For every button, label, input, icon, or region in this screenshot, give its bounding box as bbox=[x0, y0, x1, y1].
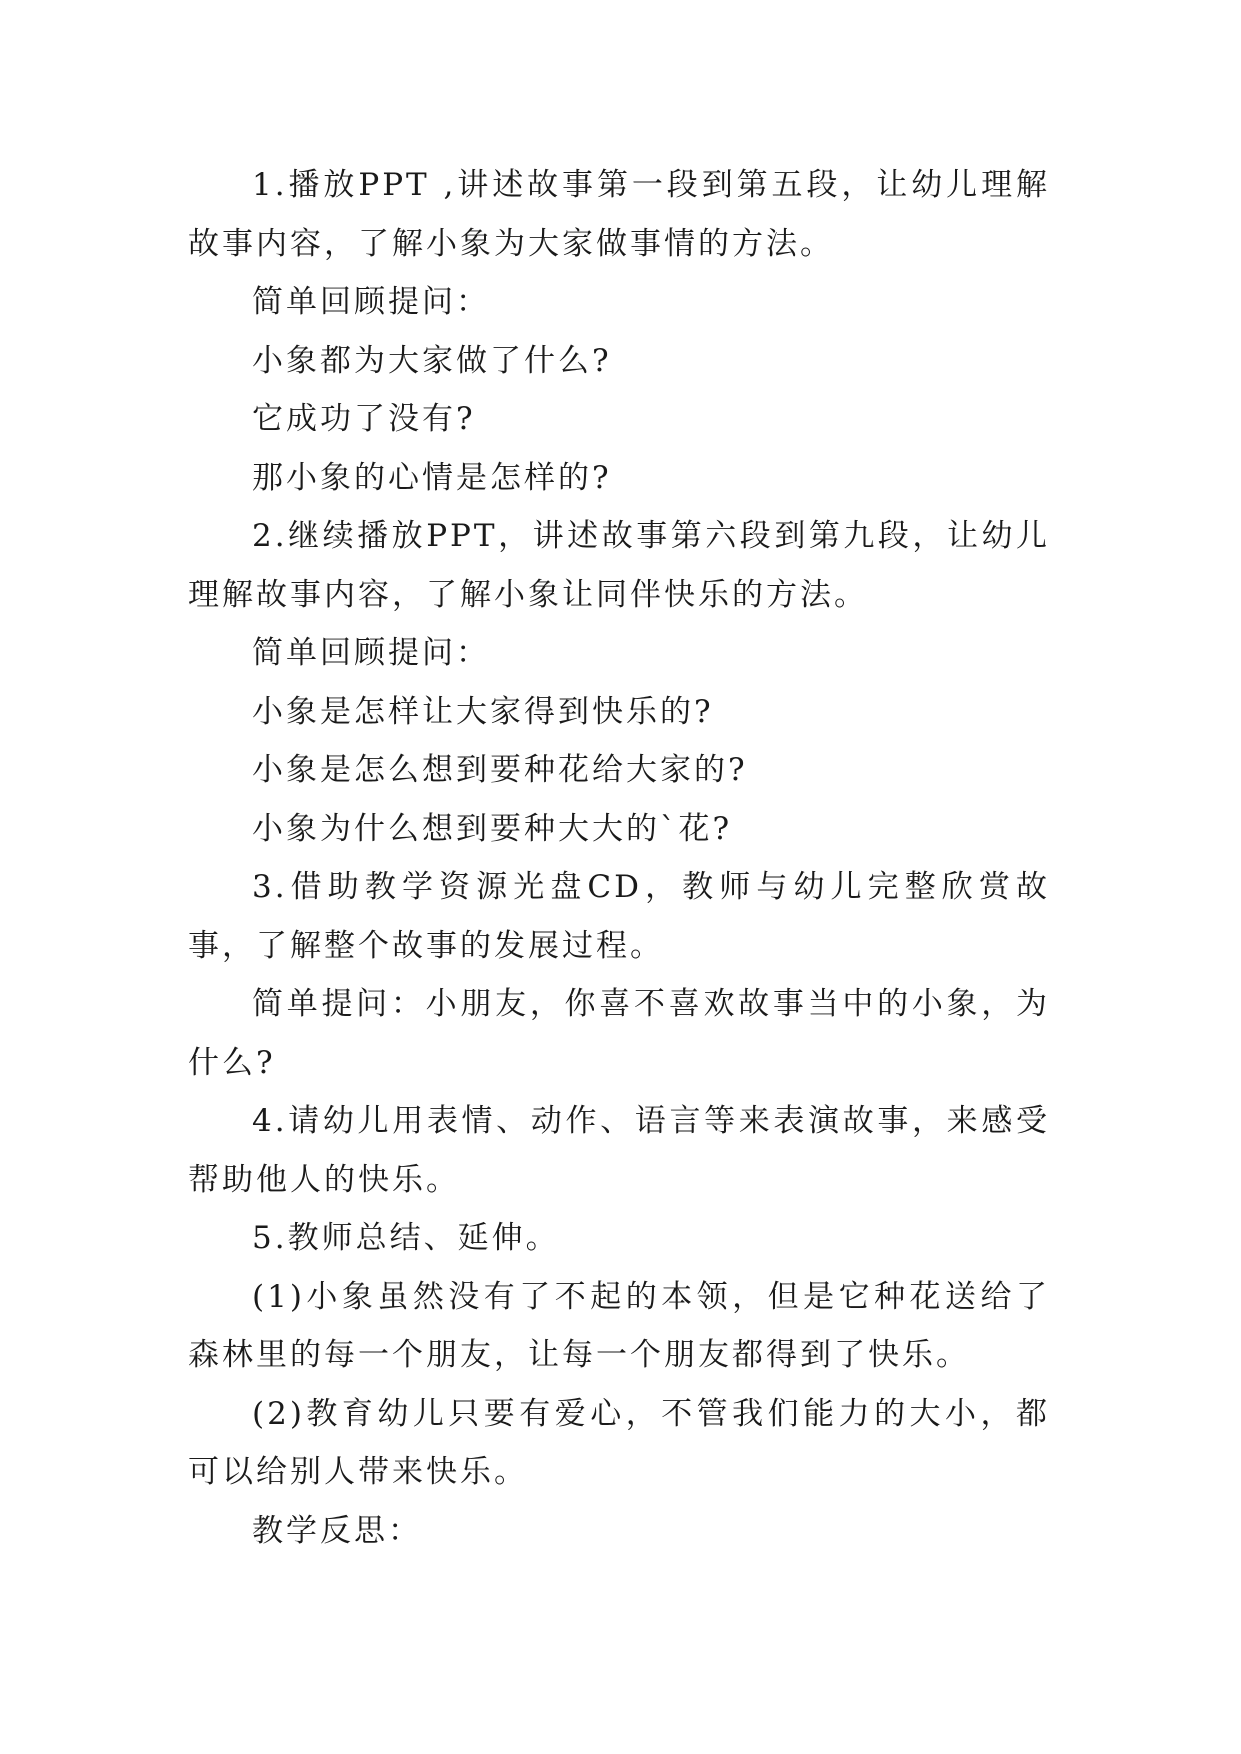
paragraph-step-5: 5.教师总结、延伸。 bbox=[252, 1220, 560, 1256]
paragraph-question: 它成功了没有? bbox=[252, 401, 476, 437]
paragraph-step-3: 3.借助教学资源光盘CD，教师与幼儿完整欣赏故事，了解整个故事的发展过程。 bbox=[188, 869, 1050, 964]
paragraph-summary-2: (2)教育幼儿只要有爱心，不管我们能力的大小，都可以给别人带来快乐。 bbox=[188, 1395, 1050, 1490]
paragraph-question: 小象是怎么想到要种花给大家的? bbox=[252, 752, 748, 788]
paragraph-reflection-heading: 教学反思： bbox=[252, 1512, 422, 1549]
paragraph-question: 小象是怎样让大家得到快乐的? bbox=[252, 693, 714, 730]
paragraph-step-4: 4.请幼儿用表情、动作、语言等来表演故事，来感受帮助他人的快乐。 bbox=[188, 1103, 1050, 1198]
paragraph-review-heading-2: 简单回顾提问： bbox=[252, 635, 490, 671]
paragraph-simple-question: 简单提问：小朋友，你喜不喜欢故事当中的小象，为什么? bbox=[188, 986, 1050, 1081]
paragraph-question: 那小象的心情是怎样的? bbox=[252, 459, 612, 496]
paragraph-question: 小象都为大家做了什么? bbox=[252, 342, 612, 379]
paragraph-question: 小象为什么想到要种大大的`花? bbox=[252, 810, 733, 847]
document-body bbox=[188, 156, 1050, 1560]
paragraph-review-heading-1: 简单回顾提问： bbox=[252, 284, 490, 320]
paragraph-step-2: 2.继续播放PPT，讲述故事第六段到第九段，让幼儿理解故事内容，了解小象让同伴快乐的方法。 bbox=[188, 518, 1050, 613]
paragraph-summary-1: (1)小象虽然没有了不起的本领，但是它种花送给了森林里的每一个朋友，让每一个朋友都得到了快乐。 bbox=[188, 1278, 1050, 1373]
paragraph-step-1: 1.播放PPT ,讲述故事第一段到第五段，让幼儿理解故事内容，了解小象为大家做事情的方法。 bbox=[188, 167, 1050, 262]
